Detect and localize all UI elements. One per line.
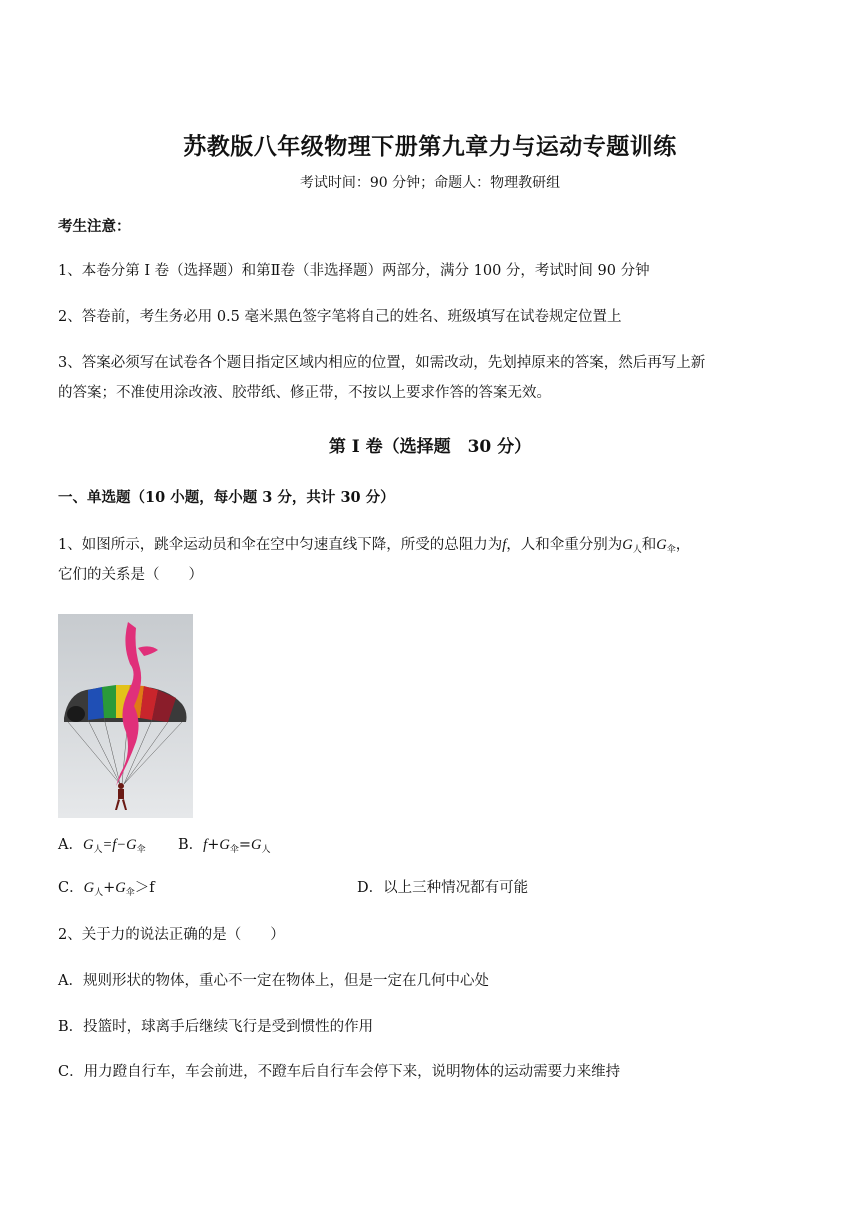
part-heading: 一、单选题（10 小题，每小题 3 分，共计 30 分） (58, 489, 395, 506)
notice-item-3-cont: 的答案；不准使用涂改液、胶带纸、修正带，不按以上要求作答的答案无效。 (58, 385, 551, 401)
parachute-image (58, 614, 193, 818)
exam-title: 苏教版八年级物理下册第九章力与运动专题训练 (183, 133, 677, 160)
q2-option-a[interactable]: A．规则形状的物体，重心不一定在物体上，但是一定在几何中心处 (58, 973, 489, 989)
section-title: 第 I 卷（选择题 30 分） (328, 437, 532, 457)
q2-option-b[interactable]: B．投篮时，球离手后继续飞行是受到惯性的作用 (58, 1019, 374, 1035)
q2-option-c[interactable]: C．用力蹬自行车，车会前进，不蹬车后自行车会停下来，说明物体的运动需要力来维持 (58, 1064, 621, 1080)
notice-item-2: 2、答卷前，考生务必用 0.5 毫米黑色签字笔将自己的姓名、班级填写在试卷规定位置上 (58, 309, 622, 325)
q1-stem-line1: 1、如图所示，跳伞运动员和伞在空中匀速直线下降，所受的总阻力为f，人和伞重分别为$G_人$和$G_伞$， (58, 537, 691, 555)
q1-stem-line2: 它们的关系是（ ） (58, 567, 203, 583)
notice-heading: 考生注意： (58, 218, 131, 235)
notice-item-3: 3、答案必须写在试卷各个题目指定区域内相应的位置，如需改动，先划掉原来的答案，然后再写上新 (58, 355, 706, 371)
q1-option-c[interactable]: C．$G_人+G_伞>f$ (58, 880, 155, 898)
q1-option-d[interactable]: D．以上三种情况都有可能 (357, 880, 529, 896)
notice-item-1: 1、本卷分第 I 卷（选择题）和第Ⅱ卷（非选择题）两部分，满分 100 分，考试时间 90 分钟 (58, 263, 650, 279)
q1-option-a[interactable]: A．$G_人=f-G_伞$ (58, 837, 146, 855)
exam-subtitle: 考试时间：90 分钟；命题人：物理教研组 (299, 175, 561, 191)
q1-option-b[interactable]: B．$f+G_伞=G_人$ (178, 837, 271, 855)
q2-stem: 2、关于力的说法正确的是（ ） (58, 927, 285, 943)
